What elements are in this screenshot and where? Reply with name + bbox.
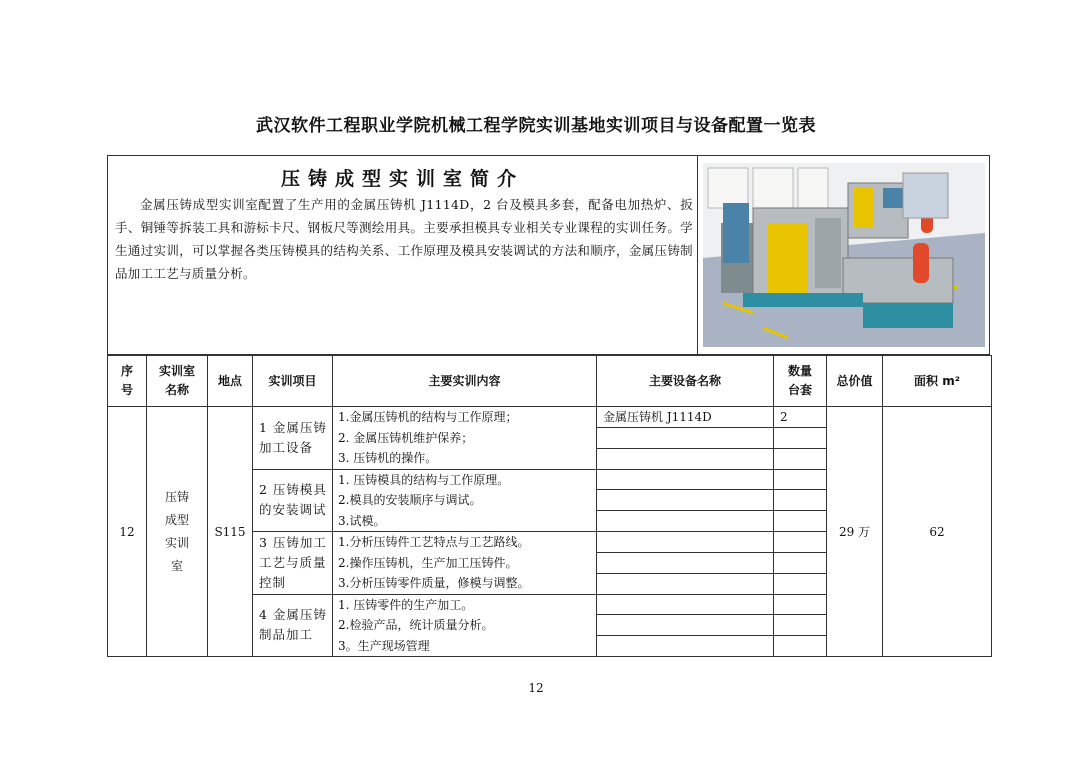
document-title: 武汉软件工程职业学院机械工程学院实训基地实训项目与设备配置一览表 <box>256 116 816 136</box>
intro-divider <box>697 155 698 355</box>
intro-heading: 压铸成型实训室简介 <box>280 168 524 190</box>
equipment-cell <box>597 594 774 615</box>
project-1: 1 金属压铸加工设备 <box>253 407 333 470</box>
content-line: 3.分析压铸零件质量，修模与调整。 <box>338 576 530 590</box>
content-line: 3。生产现场管理 <box>338 638 430 653</box>
project-3-contents <box>333 532 597 595</box>
equipment-cell <box>597 573 774 594</box>
quantity-cell <box>774 427 827 448</box>
content-line: 3. 压铸机的操作。 <box>338 451 438 465</box>
room-name-cell: 压铸成型实训室 <box>147 407 208 657</box>
content-line: 2.操作压铸机，生产加工压铸件。 <box>338 555 518 570</box>
header-content: 主要实训内容 <box>333 356 597 407</box>
content-line: 1. 压铸零件的生产加工。 <box>338 597 474 612</box>
header-project: 实训项目 <box>253 356 333 407</box>
die-casting-machine-photo <box>703 163 985 347</box>
content-line: 1.分析压铸件工艺特点与工艺路线。 <box>338 535 530 549</box>
quantity-cell <box>774 615 827 636</box>
equipment-cell <box>597 427 774 448</box>
quantity-cell <box>774 511 827 532</box>
content-line: 3.试模。 <box>338 513 386 528</box>
content-line: 1.金属压铸机的结构与工作原理； <box>338 410 518 424</box>
equipment-cell <box>597 552 774 573</box>
project-4: 4 金属压铸制品加工 <box>253 594 333 657</box>
header-location: 地点 <box>208 356 253 407</box>
equipment-cell <box>597 615 774 636</box>
header-total-value: 总价值 <box>827 356 883 407</box>
total-value-cell: 29 万 <box>827 407 883 657</box>
equipment-cell <box>597 532 774 553</box>
equipment-cell <box>597 469 774 490</box>
content-line: 2. 金属压铸机维护保养； <box>338 430 474 445</box>
equipment-cell <box>597 490 774 511</box>
table-header-row <box>108 356 992 407</box>
header-room-name: 实训室名称 <box>147 356 208 407</box>
project-4-contents <box>333 594 597 657</box>
quantity-cell <box>774 594 827 615</box>
header-seq: 序号 <box>108 356 147 407</box>
intro-paragraph: 金属压铸成型实训室配置了生产用的金属压铸机 J1114D，2 台及模具多套，配备电加热炉、扳手、铜锤等拆装工具和游标卡尺、钢板尺等测绘用具。主要承担模具专业相关专业课程的实训任务。学生通过实训，可以掌握各类压铸模具的结构关系、工作原理及模具安装调试的方法和顺序，金属压铸制品加工工艺与质量分析。 <box>115 197 693 281</box>
project-1-contents <box>333 407 597 470</box>
project-2: 2 压铸模具的安装调试 <box>253 469 333 532</box>
quantity-cell <box>774 552 827 573</box>
quantity-cell <box>774 573 827 594</box>
equipment-cell: 金属压铸机 J1114D <box>597 407 774 428</box>
project-3: 3 压铸加工工艺与质量控制 <box>253 532 333 595</box>
quantity-cell: 2 <box>774 407 827 428</box>
equipment-cell <box>597 448 774 469</box>
seq-cell: 12 <box>108 407 147 657</box>
header-equipment: 主要设备名称 <box>597 356 774 407</box>
area-cell: 62 <box>883 407 992 657</box>
quantity-cell <box>774 448 827 469</box>
header-quantity: 数量台套 <box>774 356 827 407</box>
page-number: 12 <box>528 681 544 695</box>
location-cell: S115 <box>208 407 253 657</box>
quantity-cell <box>774 469 827 490</box>
project-2-contents <box>333 469 597 532</box>
equipment-cell <box>597 636 774 657</box>
quantity-cell <box>774 490 827 511</box>
content-line: 2.模具的安装顺序与调试。 <box>338 493 482 507</box>
equipment-cell <box>597 511 774 532</box>
quantity-cell <box>774 636 827 657</box>
quantity-cell <box>774 532 827 553</box>
header-area: 面积 m² <box>883 356 992 407</box>
equipment-table <box>107 355 992 657</box>
content-line: 1. 压铸模具的结构与工作原理。 <box>338 472 510 487</box>
content-line: 2.检验产品，统计质量分析。 <box>338 618 494 632</box>
